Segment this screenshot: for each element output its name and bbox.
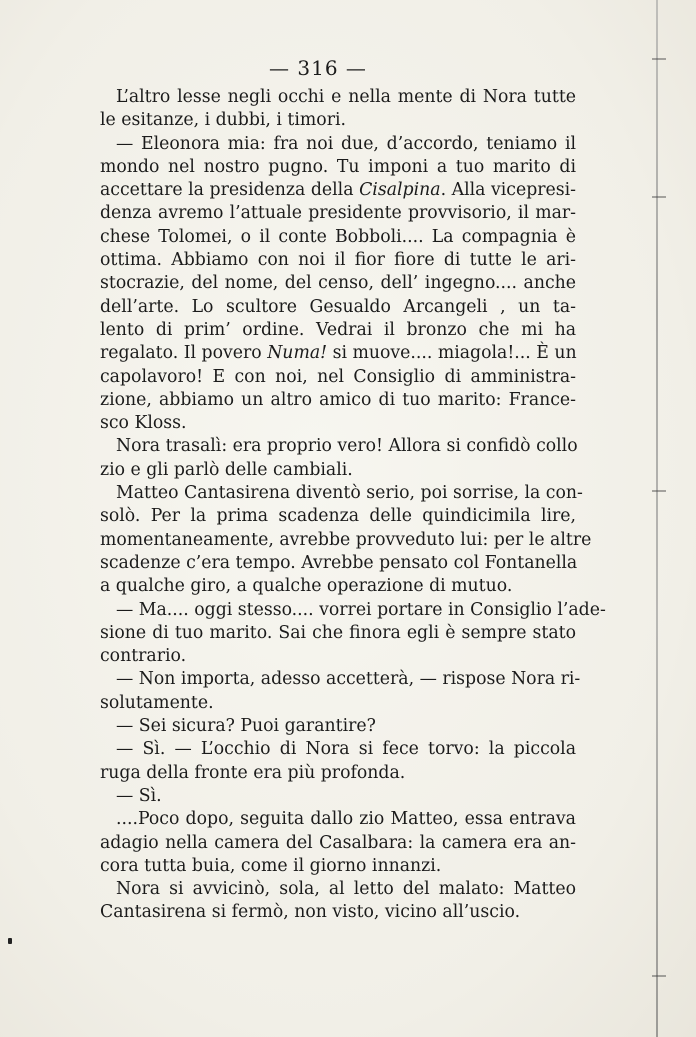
text-line: — Non importa, adesso accetterà, — rispose Nora ri-	[116, 669, 581, 690]
text-line: — Sì.	[116, 785, 162, 806]
text-line: cora tutta buia, come il giorno innanzi.	[100, 855, 442, 876]
text-line: mondo nel nostro pugno. Tu imponi a tuo marito di	[100, 156, 576, 177]
text-line: sione di tuo marito. Sai che finora egli è sempre stato	[100, 622, 576, 643]
text-line: denza avremo l’attuale presidente provvisorio, il mar-	[100, 203, 576, 224]
text-line: — Eleonora mia: fra noi due, d’accordo, teniamo il	[116, 133, 576, 154]
text-line: sco Kloss.	[100, 413, 187, 434]
text-line: L’altro lesse negli occhi e nella mente di Nora tutte	[116, 87, 576, 107]
text-line: stocrazie, del nome, del censo, dell’ ingegno.... anche	[100, 273, 576, 294]
text-line: adagio nella camera del Casalbara: la camera era an-	[100, 832, 576, 853]
text-line: momentaneamente, avrebbe provveduto lui: per le altre	[100, 529, 592, 550]
text-line: Matteo Cantasirena diventò serio, poi sorrise, la con-	[116, 483, 583, 504]
text-line: ottima. Abbiamo con noi il fior fiore di tutte le ari-	[100, 250, 576, 271]
text-line: scadenze c’era tempo. Avrebbe pensato col Fontanella	[100, 552, 578, 573]
body-text	[100, 86, 606, 925]
binding-mark	[652, 490, 666, 492]
text-line: a qualche giro, a qualche operazione di mutuo.	[100, 576, 513, 597]
page-binding-edge	[656, 0, 658, 1037]
text-line: zio e gli parlò delle cambiali.	[100, 459, 353, 480]
binding-mark	[652, 58, 666, 60]
text-line: solò. Per la prima scadenza delle quindicimila lire,	[100, 506, 576, 527]
text-line: ruga della fronte era più profonda.	[100, 762, 406, 783]
text-line: regalato. Il povero Numa! si muove.... miagola!... È un	[100, 343, 577, 364]
text-line: chese Tolomei, o il conte Bobboli.... La compagnia è	[100, 226, 576, 247]
text-line: — Sei sicura? Puoi garantire?	[116, 716, 376, 737]
page-number: — 316 —	[269, 56, 367, 80]
text-line: lento di prim’ ordine. Vedrai il bronzo che mi ha	[100, 319, 576, 340]
text-line: accettare la presidenza della Cisalpina. Alla vicepresi-	[100, 180, 576, 201]
text-line: le esitanze, i dubbi, i timori.	[100, 110, 346, 131]
text-line: contrario.	[100, 646, 187, 667]
text-line: ....Poco dopo, seguita dallo zio Matteo, essa entrava	[116, 809, 576, 830]
text-line: solutamente.	[100, 692, 214, 713]
text-line: dell’arte. Lo scultore Gesualdo Arcangeli , un ta-	[100, 296, 576, 317]
binding-mark	[652, 975, 666, 977]
binding-mark	[652, 196, 666, 198]
text-line: capolavoro! E con noi, nel Consiglio di amministra-	[100, 366, 576, 387]
text-line: — Sì. — L’occhio di Nora si fece torvo: la piccola	[116, 739, 576, 760]
text-line: Cantasirena si fermò, non visto, vicino all’uscio.	[100, 902, 521, 923]
text-line: zione, abbiamo un altro amico di tuo marito: France-	[100, 389, 576, 410]
text-line: — Ma.... oggi stesso.... vorrei portare in Consiglio l’ade-	[116, 599, 606, 620]
ink-speck	[8, 938, 12, 944]
text-line: Nora si avvicinò, sola, al letto del malato: Matteo	[116, 879, 576, 900]
text-line: Nora trasalì: era proprio vero! Allora si confidò collo	[116, 436, 578, 457]
